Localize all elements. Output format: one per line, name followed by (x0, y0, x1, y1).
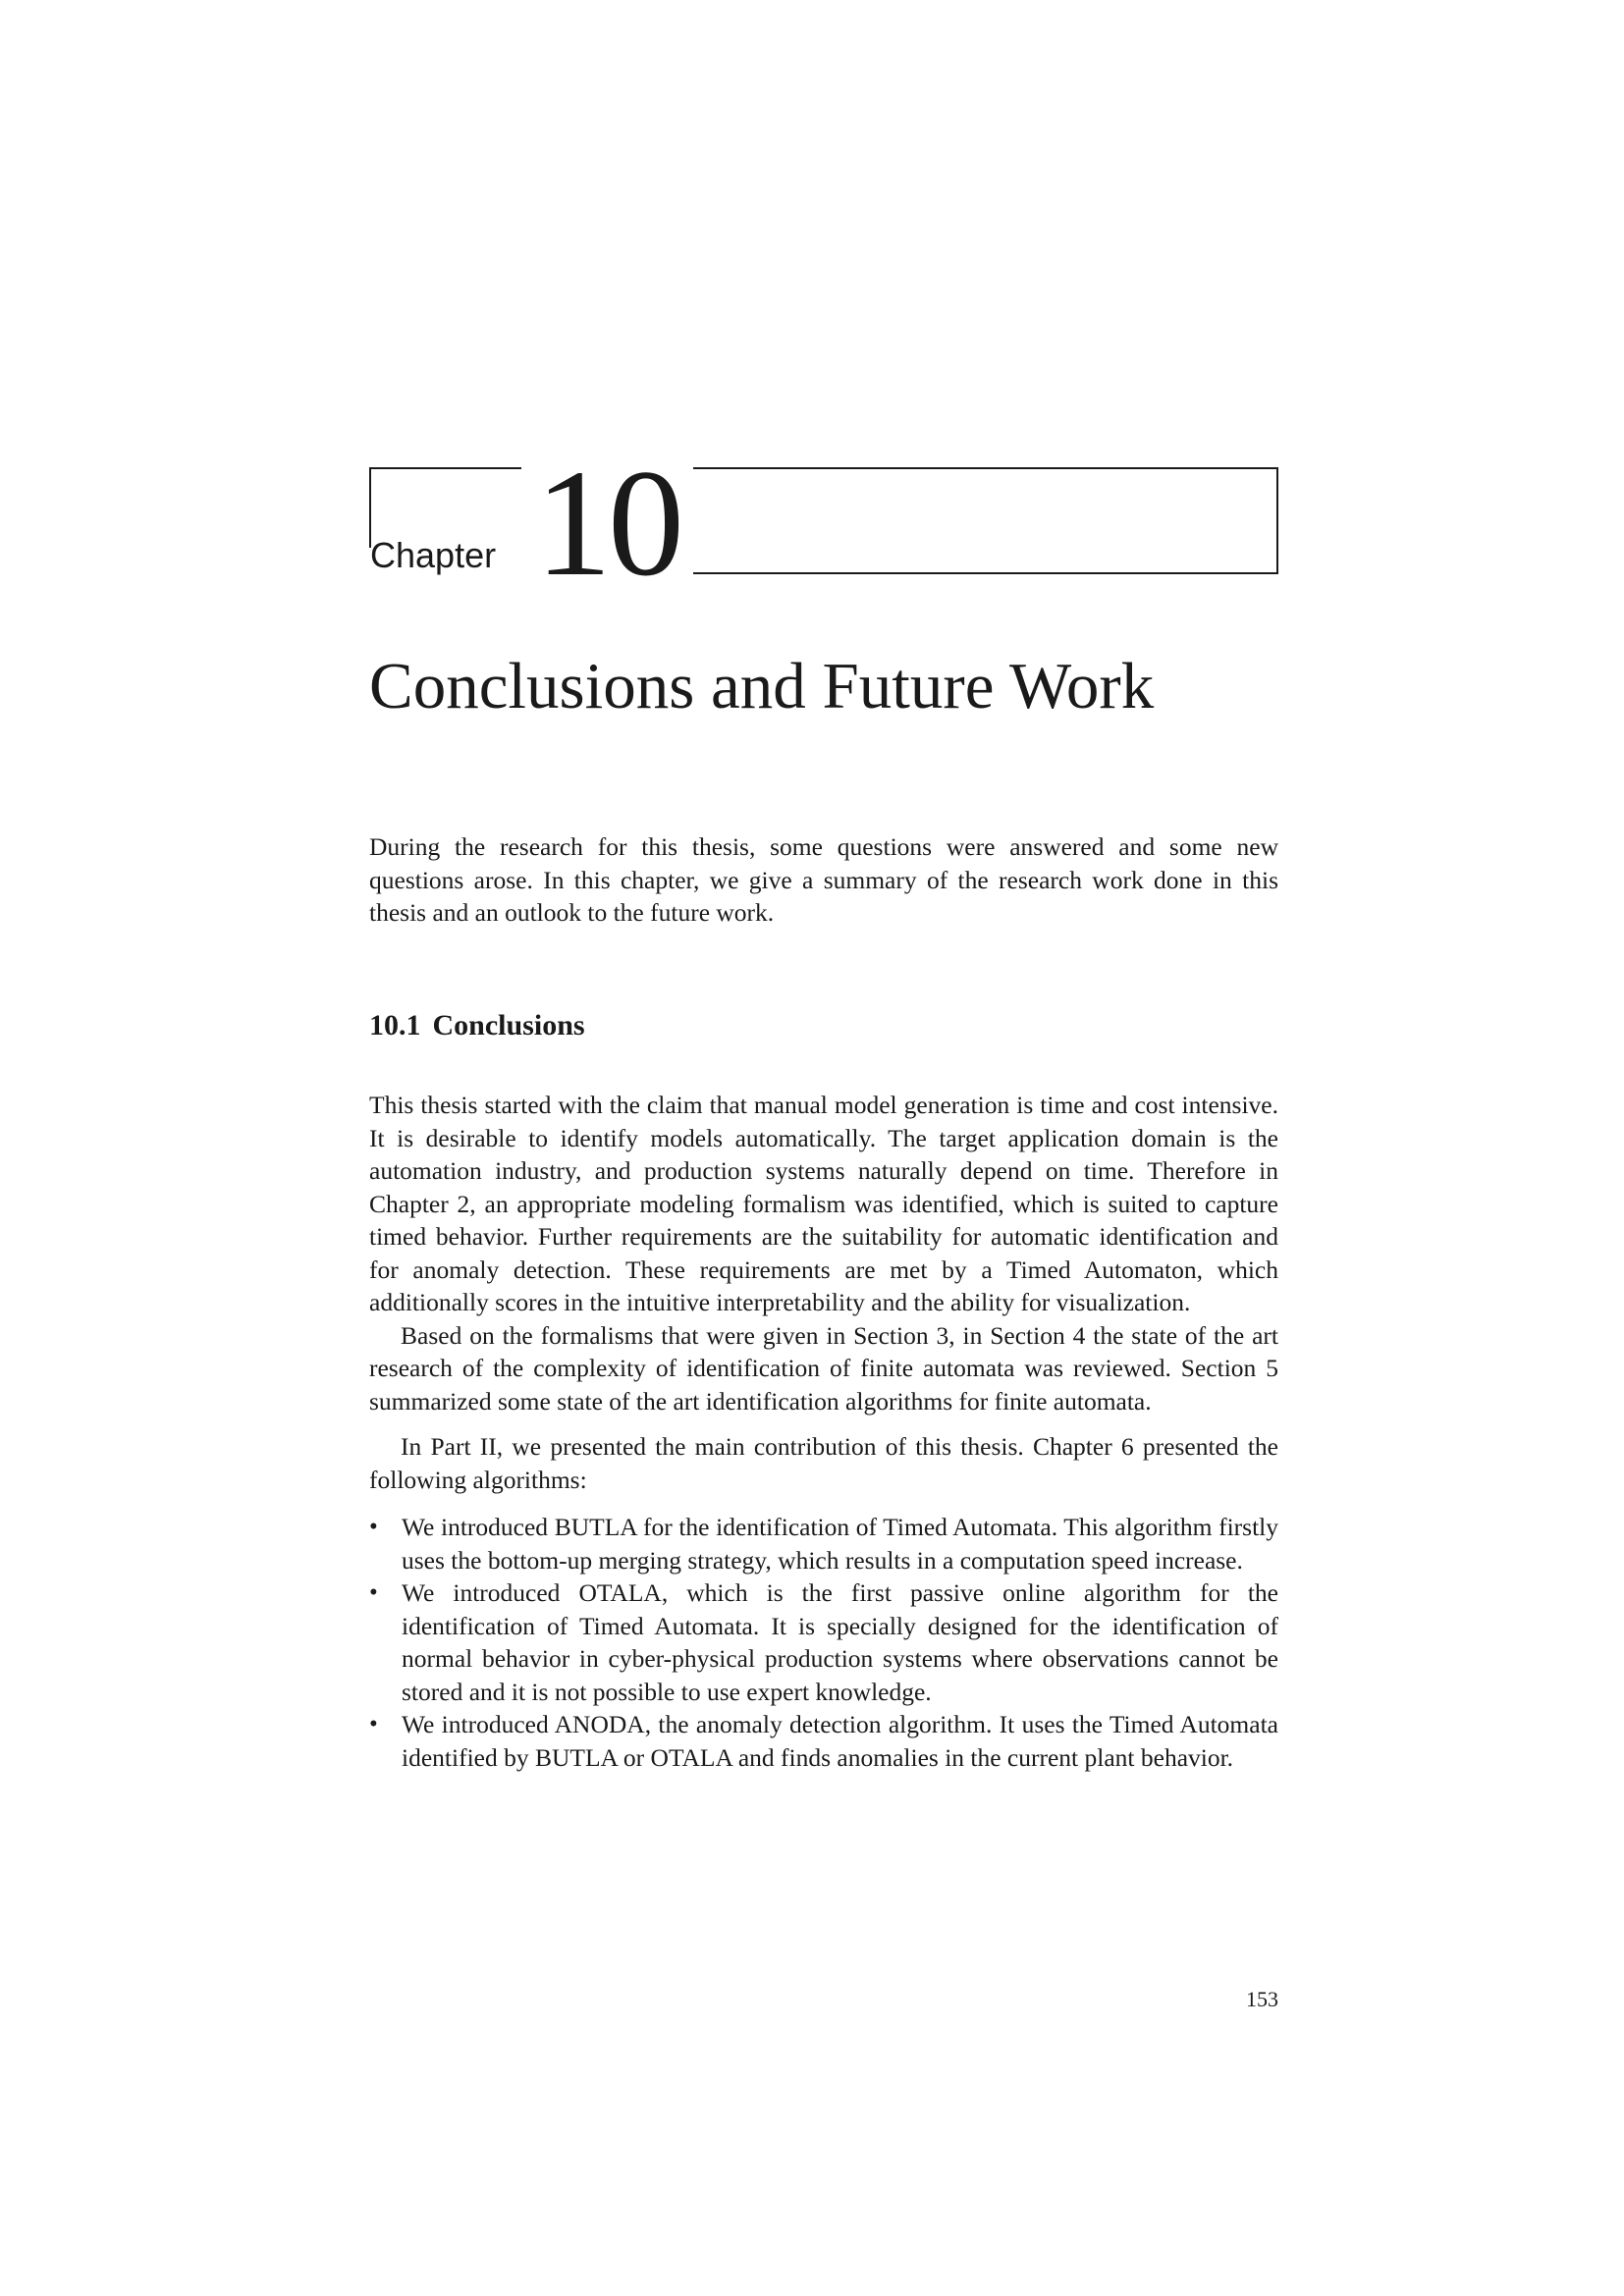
chapter-number: 10 (535, 438, 680, 608)
list-item-text: We introduced ANODA, the anomaly detection algorithm. It uses the Timed Automata identified by BUTLA or OTALA and finds anomalies in the current plant behavior. (402, 1710, 1278, 1772)
list-item-text: We introduced BUTLA for the identification of Timed Automata. This algorithm firstly uses the bottom-up merging strategy, which results in a computation speed increase. (402, 1513, 1278, 1575)
list-item (369, 1708, 1278, 1774)
section-body (369, 1089, 1278, 1774)
algorithm-list (369, 1511, 1278, 1774)
bullet-marker: • (369, 1711, 378, 1737)
bullet-marker: • (369, 1514, 378, 1540)
list-item (369, 1511, 1278, 1576)
page-number: 153 (1246, 1987, 1278, 2011)
intro-text: During the research for this thesis, some questions were answered and some new questions arose. In this chapter, we give a summary of the research work done in this thesis and an outlook to the future work. (369, 832, 1278, 927)
intro-paragraph (369, 830, 1278, 930)
section-title: Conclusions (432, 1009, 585, 1041)
section-heading (369, 1011, 585, 1041)
paragraph: In Part II, we presented the main contribution of this thesis. Chapter 6 presented the following algorithms: (369, 1432, 1278, 1494)
paragraph: Based on the formalisms that were given in Section 3, in Section 4 the state of the art research of the complexity of identification of finite automata was reviewed. Section 5 summarized some state of the art identification algorithms for finite automata. (369, 1320, 1278, 1415)
chapter-bracket-right (693, 467, 1278, 574)
list-item-text: We introduced OTALA, which is the first passive online algorithm for the identification of Timed Automata. It is specially designed for the identification of normal behavior in cyber-physical production systems where observations cannot be stored and it is not possible to use expert knowledge. (402, 1578, 1278, 1706)
bullet-marker: • (369, 1579, 378, 1606)
paragraph: This thesis started with the claim that manual model generation is time and cost intensive. It is desirable to identify models automatically. The target application domain is the automation industry, and production systems naturally depend on time. Therefore in Chapter 2, an appropriate modeling formalism was identified, which is suited to capture timed behavior. Further requirements are the suitability for automatic identification and for anomaly detection. These requirements are met by a Timed Automaton, which additionally scores in the intuitive interpretability and the ability for visualization. (369, 1091, 1278, 1316)
list-item (369, 1576, 1278, 1708)
chapter-title: Conclusions and Future Work (369, 650, 1155, 722)
section-number: 10.1 (369, 1009, 421, 1041)
chapter-label: Chapter (370, 535, 497, 575)
